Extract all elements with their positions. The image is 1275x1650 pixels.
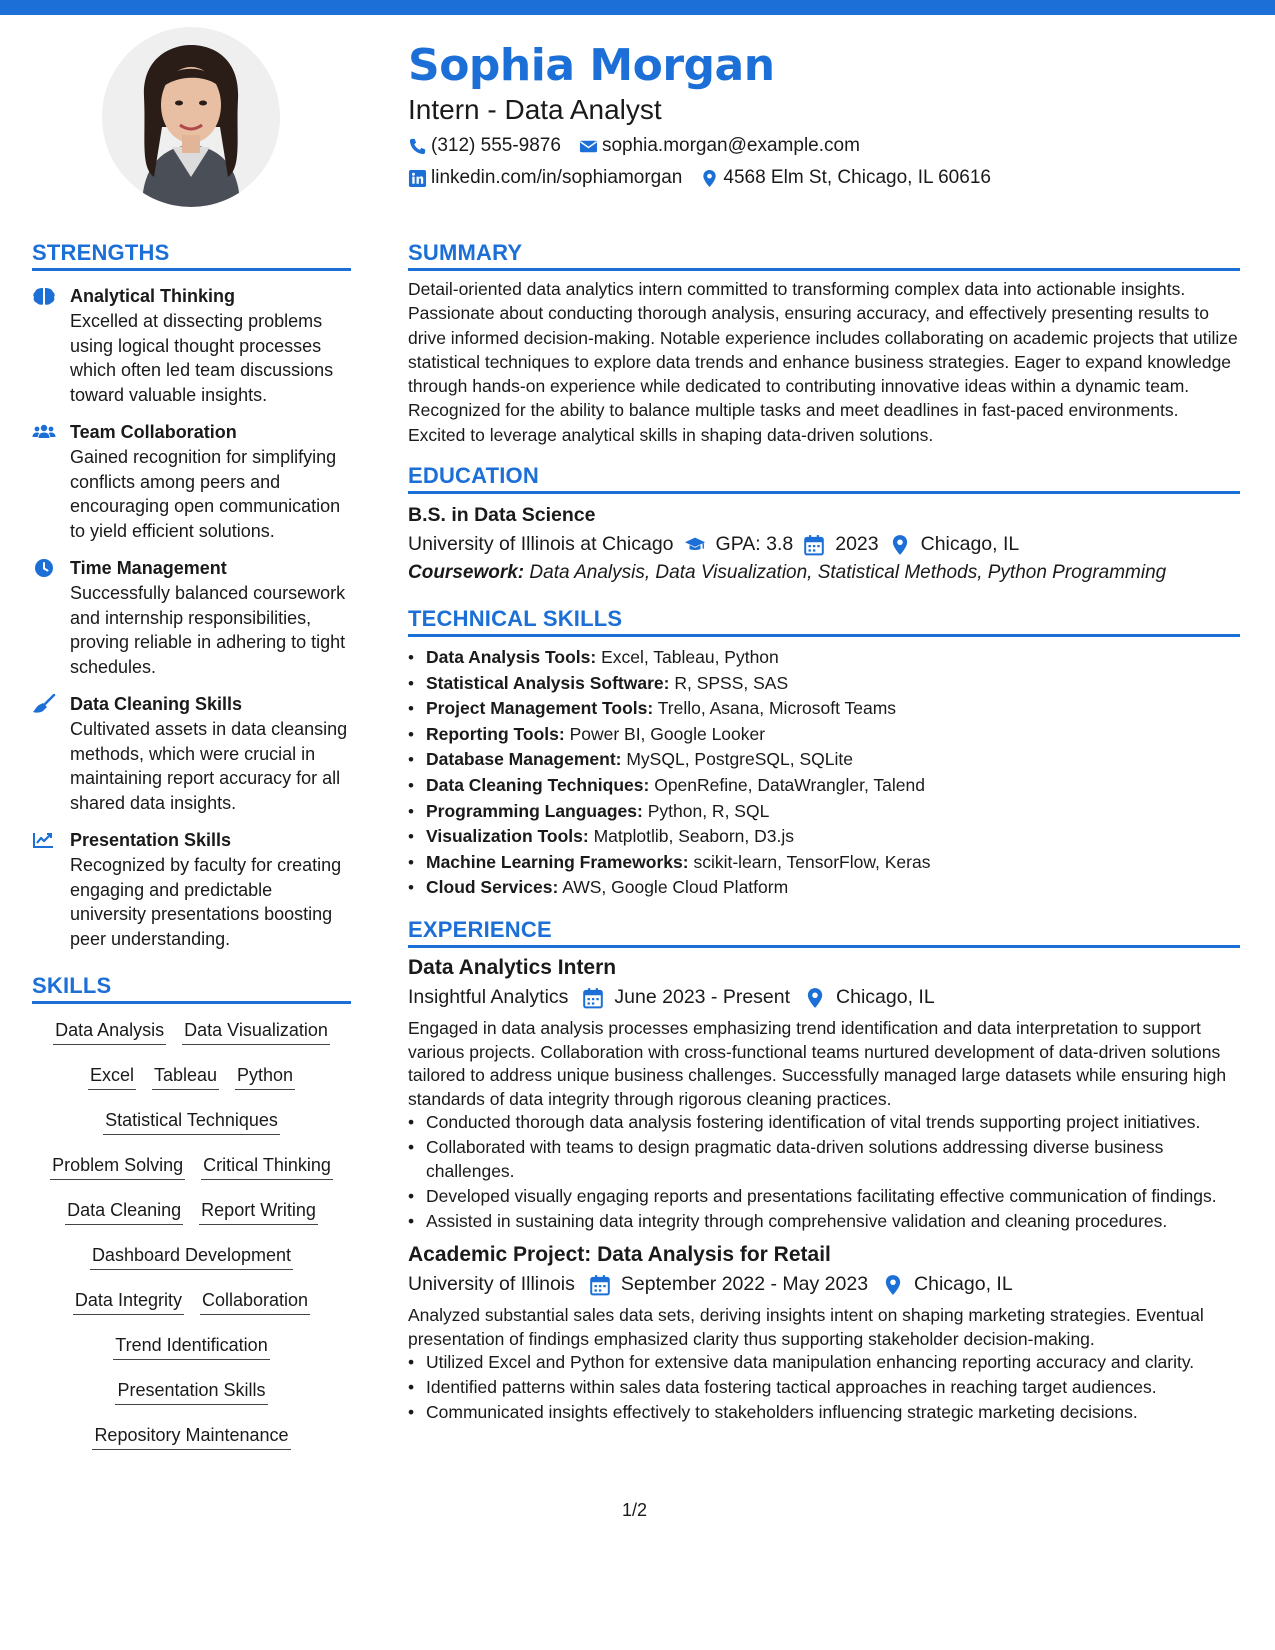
tech-skill-label: Project Management Tools: [426, 698, 654, 719]
job-dates: June 2023 - Present [614, 986, 791, 1009]
brain-icon [32, 286, 56, 306]
skill-tag: Repository Maintenance [92, 1423, 290, 1450]
skill-tag: Tableau [152, 1063, 219, 1090]
strength-item [32, 828, 351, 951]
job-bullets [408, 1351, 1240, 1425]
skill-tag: Excel [88, 1063, 136, 1090]
linkedin-icon [408, 169, 427, 188]
job-description: Analyzed substantial sales data sets, deriving insights intent on shaping marketing strategies. Eventual presentation of findings emphasized clarity thus supporting stakeholder decision-making. [408, 1305, 1204, 1349]
education-location: Chicago, IL [920, 533, 1020, 556]
strength-text: Recognized by faculty for creating engaging and predictable university presentations boosting peer understanding. [70, 855, 342, 949]
skills-heading: SKILLS [32, 973, 351, 1004]
skill-tag: Report Writing [199, 1198, 318, 1225]
skill-tag: Data Visualization [182, 1018, 330, 1045]
contact-row-2 [408, 167, 1009, 189]
clock-icon [32, 558, 56, 578]
tech-skill-value: Trello, Asana, Microsoft Teams [657, 698, 897, 719]
skill-tag: Python [235, 1063, 295, 1090]
strength-text: Successfully balanced coursework and internship responsibilities, proving reliable in adhering to tight schedules. [70, 583, 346, 677]
list-item [408, 875, 1240, 901]
company-name: Insightful Analytics [408, 986, 569, 1009]
job-description: Engaged in data analysis processes emphasizing trend identification and data interpretation to support various projects. Collaboration with cross-functional teams nurtured development of data-driven solutions tailored to address unique business challenges. Successfully managed large datasets while ensuring high standards of data integrity through rigorous cleaning practices. [408, 1018, 1227, 1109]
job-location: Chicago, IL [836, 986, 935, 1009]
tech-skill-value: Excel, Tableau, Python [601, 647, 779, 668]
list-item [408, 850, 1240, 876]
coursework-label: Coursework: [408, 562, 525, 584]
technical-skills-heading: TECHNICAL SKILLS [408, 606, 1240, 637]
list-item [408, 799, 1240, 825]
tech-skill-value: scikit-learn, TensorFlow, Keras [693, 851, 931, 872]
job-bullets [408, 1111, 1240, 1233]
school-name: University of Illinois at Chicago [408, 533, 674, 556]
envelope-icon [579, 137, 598, 156]
list-item [408, 645, 1240, 671]
phone-text: (312) 555-9876 [431, 135, 561, 156]
skill-row [32, 1198, 351, 1243]
company-name: University of Illinois [408, 1273, 575, 1296]
list-item [408, 824, 1240, 850]
strength-title: Analytical Thinking [70, 286, 236, 306]
skill-tag: Statistical Techniques [103, 1108, 280, 1135]
job-meta [408, 1273, 1240, 1296]
education-details [408, 533, 1240, 556]
list-item: • Collaborated with teams to design pragmatic data-driven solutions addressing diverse business challenges. [408, 1136, 1240, 1183]
skill-row [32, 1288, 351, 1333]
skill-tag: Trend Identification [113, 1333, 269, 1360]
strength-item [32, 420, 351, 543]
skill-tag: Data Integrity [73, 1288, 184, 1315]
skill-row [32, 1018, 351, 1063]
skills-cloud [32, 1018, 351, 1468]
email-text: sophia.morgan@example.com [601, 135, 860, 156]
list-item [408, 773, 1240, 799]
skill-row [32, 1243, 351, 1288]
skill-tag: Critical Thinking [201, 1153, 333, 1180]
tech-skill-value: Python, R, SQL [647, 800, 770, 821]
tech-skill-value: Matplotlib, Seaborn, D3.js [593, 826, 794, 847]
skill-tag: Data Cleaning [65, 1198, 183, 1225]
gpa-text: GPA: 3.8 [715, 533, 794, 556]
location-pin-icon [889, 534, 911, 556]
tech-skill-value: MySQL, PostgreSQL, SQLite [626, 749, 853, 770]
list-item: • Assisted in sustaining data integrity through comprehensive validation and cleaning procedures. [408, 1210, 1240, 1234]
profile-photo [102, 27, 280, 207]
location-pin-icon [882, 1274, 904, 1296]
job-meta [408, 986, 1240, 1009]
linkedin-contact[interactable] [408, 167, 682, 189]
skill-row [32, 1108, 351, 1153]
strength-text: Gained recognition for simplifying conflicts among peers and encouraging open communication to yield efficient solutions. [70, 447, 341, 541]
skill-tag: Dashboard Development [90, 1243, 293, 1270]
left-column [32, 240, 351, 1468]
strength-title: Presentation Skills [70, 830, 232, 850]
skill-row [32, 1423, 351, 1468]
skill-tag: Problem Solving [50, 1153, 185, 1180]
chart-line-icon [32, 830, 56, 850]
tech-skill-label: Reporting Tools: [426, 723, 565, 744]
linkedin-text: linkedin.com/in/sophiamorgan [431, 167, 683, 188]
tech-skill-value: OpenRefine, DataWrangler, Talend [654, 775, 925, 796]
tech-skill-label: Statistical Analysis Software: [426, 672, 670, 693]
coursework-text: Data Analysis, Data Visualization, Statistical Methods, Python Programming [529, 562, 1167, 584]
tech-skill-label: Data Cleaning Techniques: [426, 775, 650, 796]
skill-tag: Collaboration [200, 1288, 310, 1315]
skill-tag: Data Analysis [53, 1018, 166, 1045]
summary-heading: SUMMARY [408, 240, 1240, 271]
job-title: Data Analytics Intern [408, 956, 617, 980]
address-contact [700, 167, 991, 189]
list-item: • Identified patterns within sales data fostering tactical approaches in reaching target audiences. [408, 1376, 1240, 1400]
skill-row [32, 1153, 351, 1198]
strengths-heading: STRENGTHS [32, 240, 351, 271]
address-text: 4568 Elm St, Chicago, IL 60616 [723, 167, 991, 188]
calendar-icon [803, 534, 825, 556]
list-item: • Utilized Excel and Python for extensive data manipulation enhancing reporting accuracy and clarity. [408, 1351, 1240, 1375]
calendar-icon [589, 1274, 611, 1296]
contact-row-1 [408, 135, 878, 157]
job-dates: September 2022 - May 2023 [620, 1273, 869, 1296]
right-column [408, 240, 1240, 1426]
job-location: Chicago, IL [914, 1273, 1013, 1296]
strength-item [32, 692, 351, 815]
strength-title: Team Collaboration [70, 422, 237, 442]
list-item [408, 722, 1240, 748]
phone-icon [408, 137, 427, 156]
strength-item [32, 284, 351, 407]
job-title: Academic Project: Data Analysis for Retail [408, 1243, 831, 1267]
candidate-role: Intern - Data Analyst [408, 94, 662, 125]
tech-skill-label: Programming Languages: [426, 800, 643, 821]
experience-heading: EXPERIENCE [408, 917, 1240, 948]
location-pin-icon [804, 987, 826, 1009]
skill-row [32, 1063, 351, 1108]
list-item [408, 671, 1240, 697]
strength-text: Excelled at dissecting problems using logical thought processes which often led team discussions toward valuable insights. [70, 311, 334, 405]
strength-title: Data Cleaning Skills [70, 694, 243, 714]
strength-text: Cultivated assets in data cleansing methods, which were crucial in maintaining report accuracy for all shared data insights. [70, 719, 348, 813]
tech-skill-label: Data Analysis Tools: [426, 647, 597, 668]
tech-skill-label: Visualization Tools: [426, 826, 589, 847]
list-item: • Conducted thorough data analysis fostering identification of vital trends supporting project initiatives. [408, 1111, 1240, 1135]
candidate-name: Sophia Morgan [408, 40, 775, 91]
top-accent-bar [0, 0, 1275, 15]
coursework-line [408, 562, 1240, 584]
tech-skill-label: Cloud Services: [426, 877, 559, 898]
education-heading: EDUCATION [408, 463, 1240, 494]
skill-row [32, 1378, 351, 1423]
profile-photo-illustration [102, 27, 280, 207]
strength-title: Time Management [70, 558, 227, 578]
broom-icon [32, 694, 56, 714]
skill-tag: Presentation Skills [115, 1378, 267, 1405]
skill-row [32, 1333, 351, 1378]
users-icon [32, 422, 56, 442]
tech-skill-value: R, SPSS, SAS [674, 672, 789, 693]
page-number: 1/2 [622, 1500, 648, 1520]
strength-item [32, 556, 351, 679]
tech-skill-value: AWS, Google Cloud Platform [562, 877, 789, 898]
email-contact[interactable] [579, 135, 860, 157]
technical-skills-list [408, 645, 1240, 901]
list-item [408, 696, 1240, 722]
tech-skill-label: Machine Learning Frameworks: [426, 851, 689, 872]
degree-title: B.S. in Data Science [408, 504, 596, 527]
list-item: • Communicated insights effectively to stakeholders influencing strategic marketing decisions. [408, 1401, 1240, 1425]
calendar-icon [582, 987, 604, 1009]
phone-contact[interactable] [408, 135, 561, 157]
list-item [408, 747, 1240, 773]
tech-skill-value: Power BI, Google Looker [569, 723, 766, 744]
location-pin-icon [700, 169, 719, 188]
graduation-year: 2023 [835, 533, 879, 556]
tech-skill-label: Database Management: [426, 749, 622, 770]
summary-text: Detail-oriented data analytics intern committed to transforming complex data into actionable insights. Passionate about conducting thorough analysis, ensuring accuracy, and effectively presenting results to drive informed decision-making. Notable experience includes collaborating on academic projects that utilize statistical techniques to explore data trends and enhance business strategies. Eager to expand knowledge through hands-on experience while dedicated to contributing innovative ideas within a dynamic team. Recognized for the ability to balance multiple tasks and meet deadlines in fast-paced environments. Excited to leverage analytical skills in shaping data-driven solutions. [408, 279, 1238, 445]
list-item: • Developed visually engaging reports and presentations facilitating effective communication of findings. [408, 1185, 1240, 1209]
graduation-cap-icon [684, 534, 706, 556]
